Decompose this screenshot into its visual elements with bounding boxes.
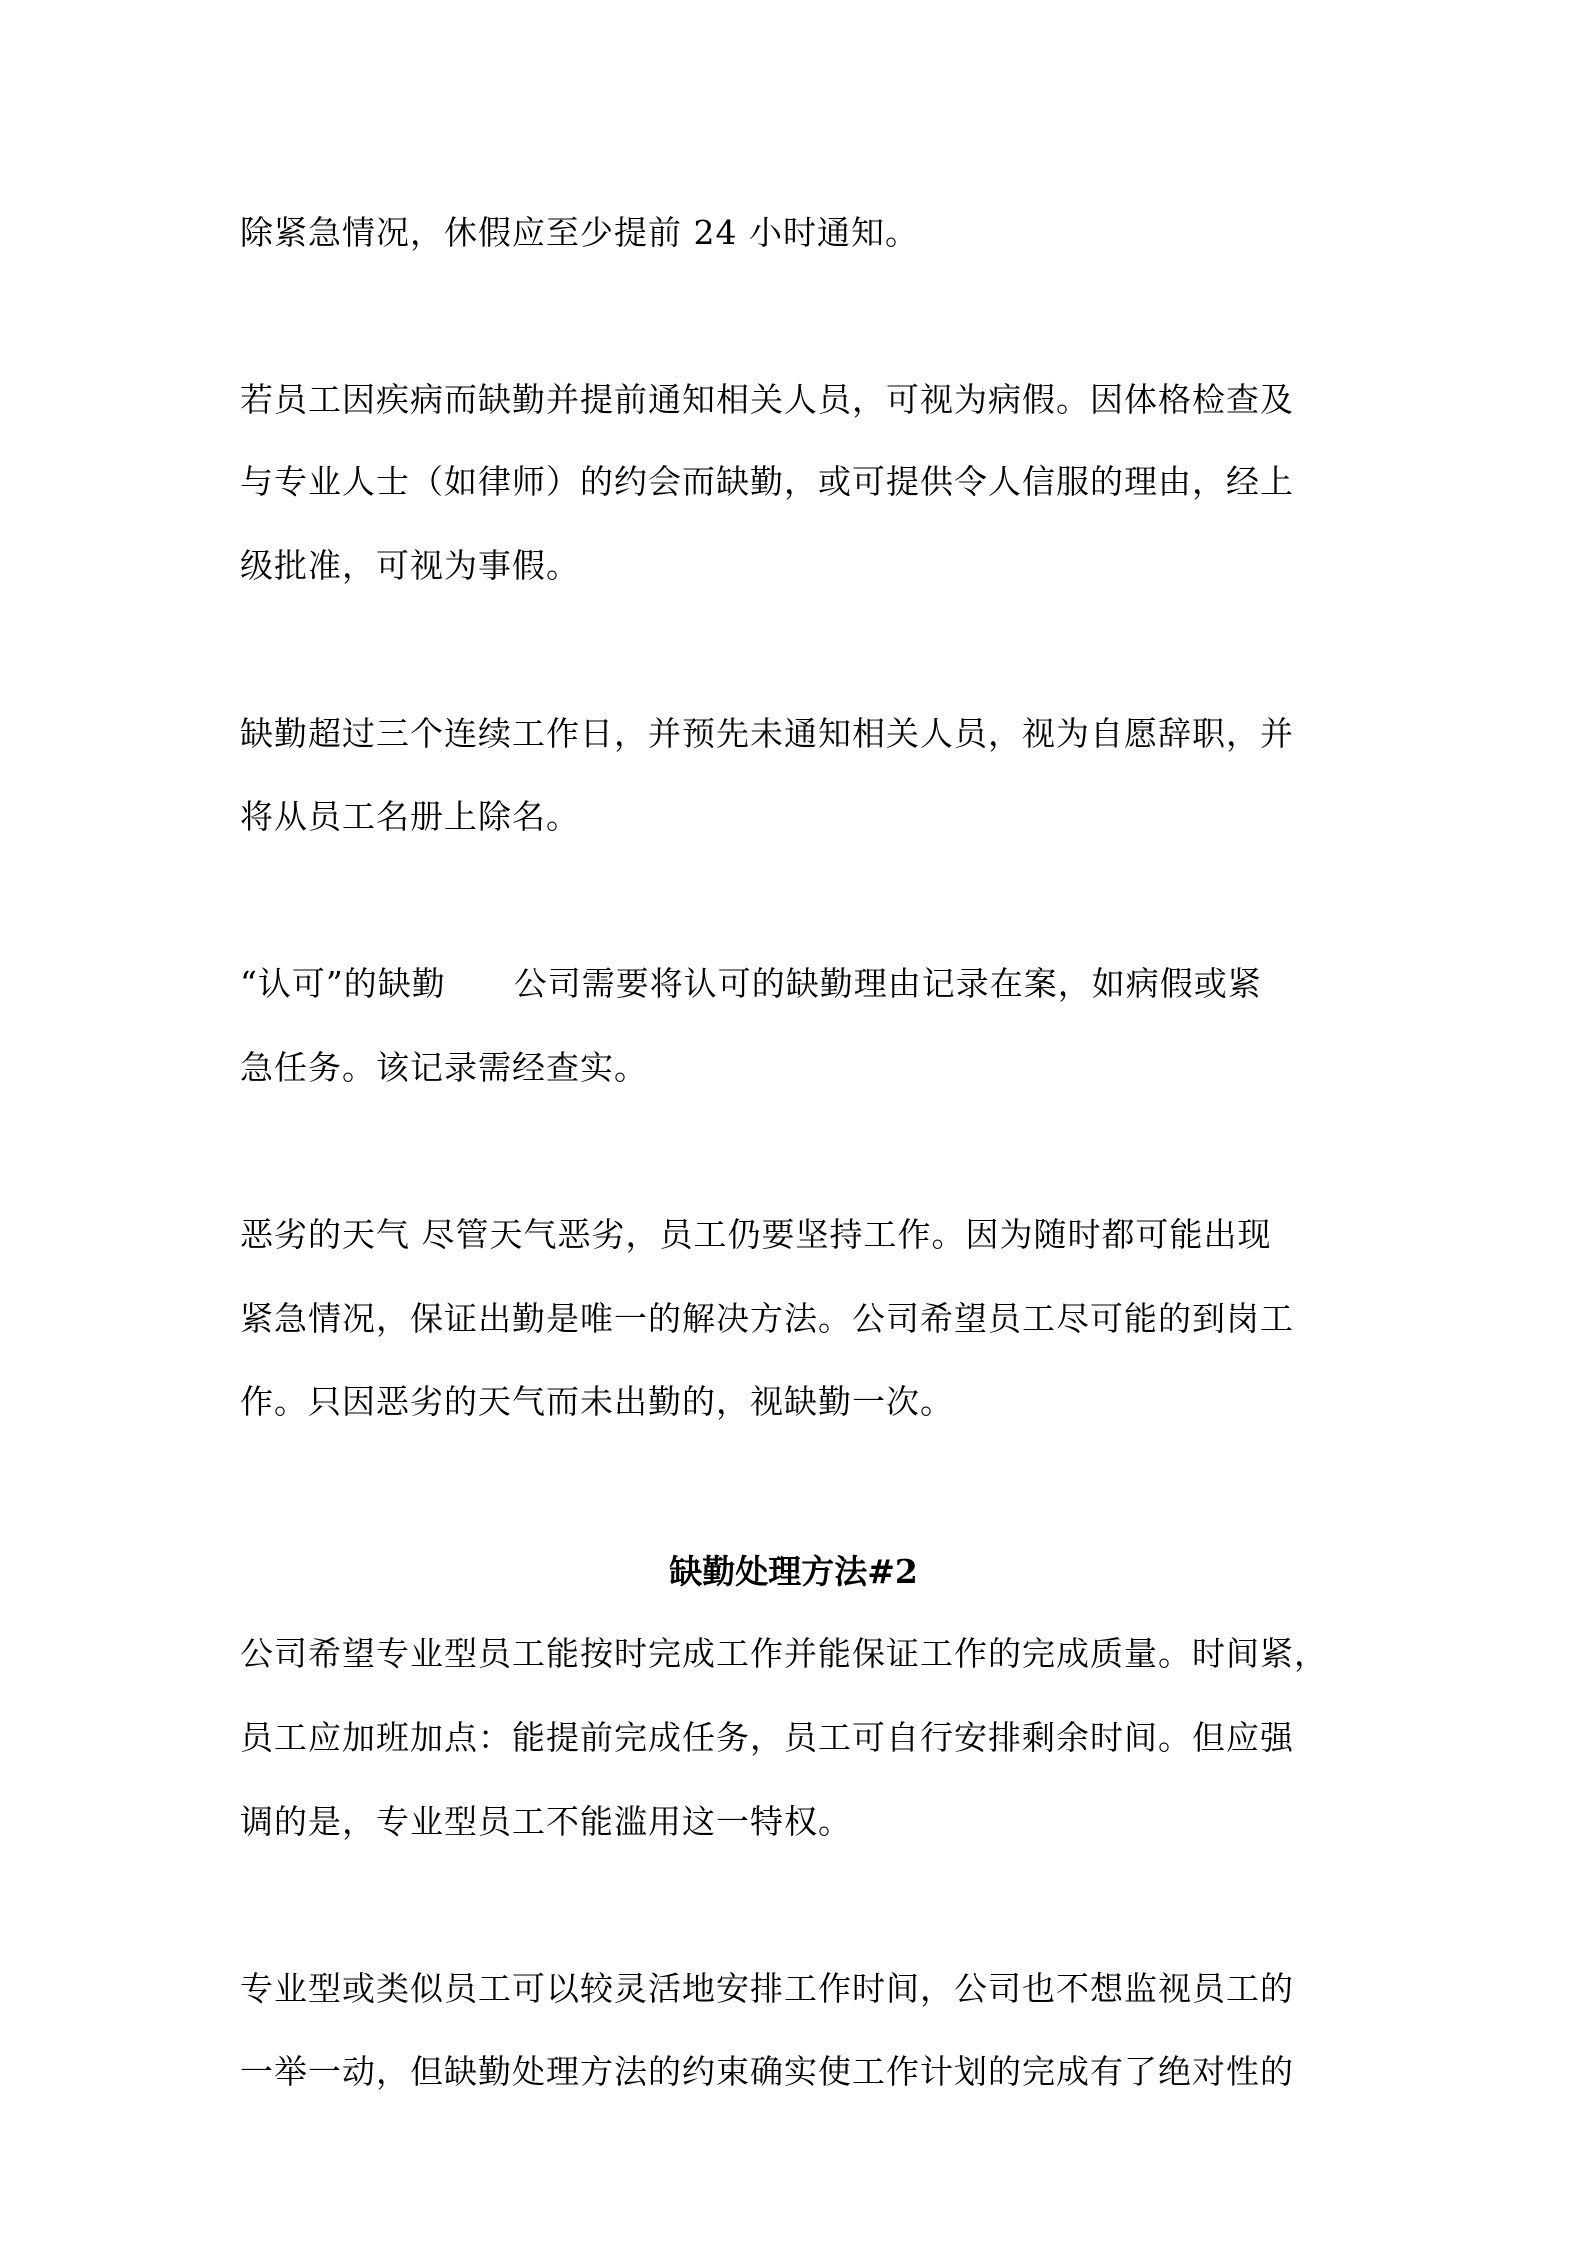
paragraph-bad-weather-line-3: 作。只因恶劣的天气而未出勤的，视缺勤一次。 — [240, 1382, 954, 1421]
paragraph-bad-weather-line-2: 紧急情况，保证出勤是唯一的解决方法。公司希望员工尽可能的到岗工 — [240, 1299, 1294, 1338]
paragraph-sick-leave-line-2: 与专业人士（如律师）的约会而缺勤，或可提供令人信服的理由，经上 — [240, 462, 1294, 501]
paragraph-bad-weather-line-1: 恶劣的天气 尽管天气恶劣，员工仍要坚持工作。因为随时都可能出现 — [240, 1215, 1272, 1254]
paragraph-approved-absence-line-1: “认可”的缺勤 公司需要将认可的缺勤理由记录在案，如病假或紧 — [240, 964, 1262, 1003]
paragraph-sick-leave-line-1: 若员工因疾病而缺勤并提前通知相关人员，可视为病假。因体格检查及 — [240, 380, 1294, 419]
paragraph-flexible-hours-line-1: 专业型或类似员工可以较灵活地安排工作时间，公司也不想监视员工的 — [240, 1969, 1294, 2008]
paragraph-professional-staff-line-2: 员工应加班加点：能提前完成任务，员工可自行安排剩余时间。但应强 — [240, 1718, 1294, 1757]
paragraph-flexible-hours-line-2: 一举一动，但缺勤处理方法的约束确实使工作计划的完成有了绝对性的 — [240, 2052, 1294, 2091]
paragraph-professional-staff-line-1: 公司希望专业型员工能按时完成工作并能保证工作的完成质量。时间紧， — [240, 1634, 1328, 1673]
paragraph-resignation-line-2: 将从员工名册上除名。 — [240, 797, 580, 836]
paragraph-approved-absence-line-2: 急任务。该记录需经查实。 — [240, 1048, 648, 1087]
paragraph-advance-notice-line-1: 除紧急情况，休假应至少提前 24 小时通知。 — [240, 213, 919, 252]
paragraph-sick-leave-line-3: 级批准，可视为事假。 — [240, 546, 580, 585]
paragraph-resignation-line-1: 缺勤超过三个连续工作日，并预先未通知相关人员，视为自愿辞职，并 — [240, 714, 1294, 753]
paragraph-professional-staff-line-3: 调的是，专业型员工不能滥用这一特权。 — [240, 1802, 852, 1841]
section-heading: 缺勤处理方法#2 — [669, 1552, 918, 1591]
